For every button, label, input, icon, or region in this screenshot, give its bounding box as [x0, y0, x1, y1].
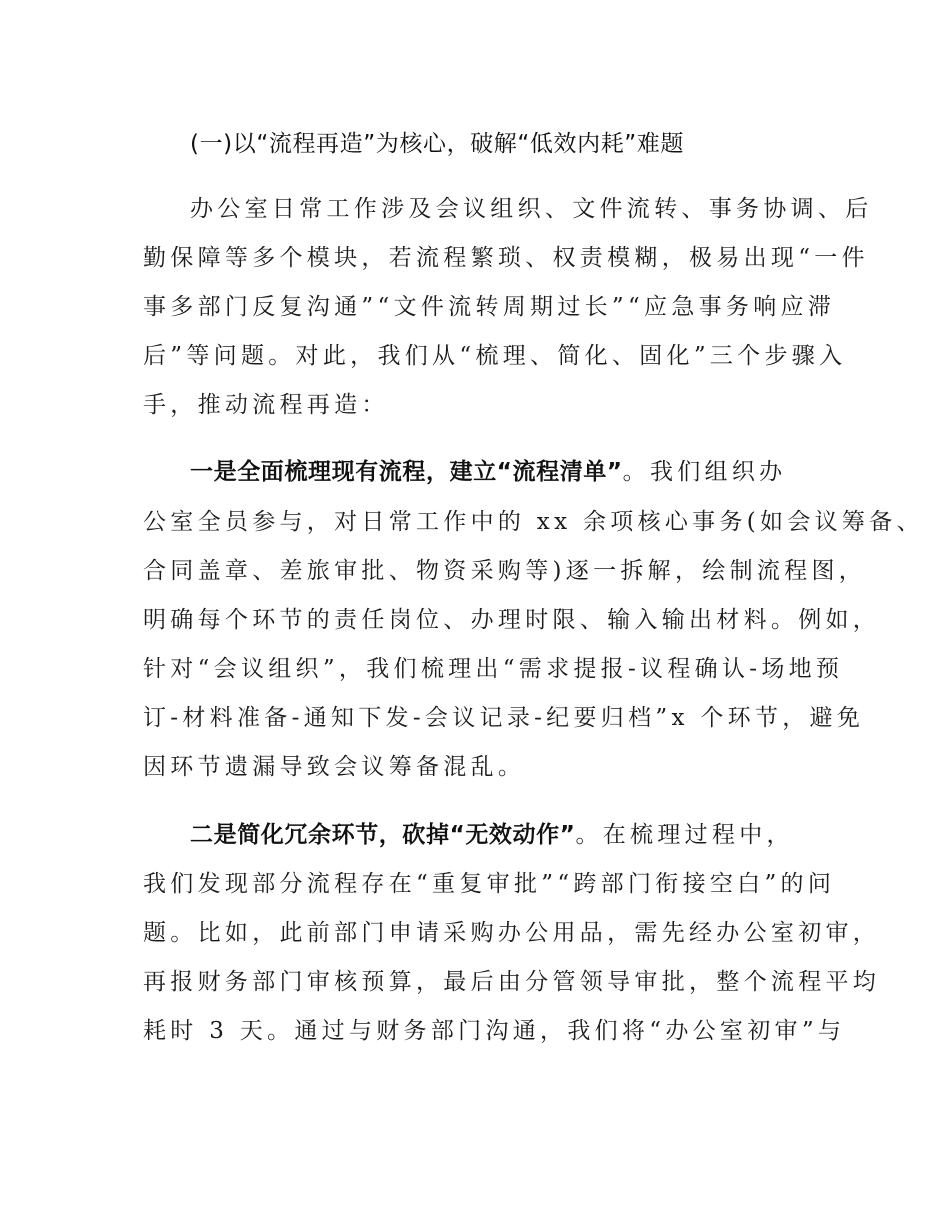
- paragraph-3-line-1: [190, 820, 794, 850]
- paragraph-2-bold-lead: 一是全面梳理现有流程，建立“流程清单”: [190, 459, 623, 485]
- paragraph-1-line-5: 手，推动流程再造：: [143, 392, 389, 418]
- paragraph-3-line-2: 我们发现部分流程存在“重复审批”“跨部门衔接空白”的问: [143, 871, 836, 897]
- paragraph-1-line-2: 勤保障等多个模块，若流程繁琐、权责模糊，极易出现“一件: [143, 245, 869, 271]
- section-heading: (一)以“流程再造”为核心，破解“低效内耗”难题: [190, 131, 685, 157]
- paragraph-3-bold-lead: 二是简化冗余环节，砍掉“无效动作”: [190, 822, 576, 848]
- paragraph-1-line-1: 办公室日常工作涉及会议组织、文件流转、事务协调、后: [190, 196, 873, 222]
- paragraph-3-first-line-rest: 。在梳理过程中，: [575, 822, 794, 848]
- paragraph-2-line-6: 订-材料准备-通知下发-会议记录-纪要归档”x 个环节，避免: [143, 705, 865, 731]
- paragraph-2-line-3: 合同盖章、差旅审批、物资采购等)逐一拆解，绘制流程图，: [143, 558, 867, 584]
- paragraph-2-line-5: 针对“会议组织”，我们梳理出“需求提报-议程确认-场地预: [143, 656, 844, 682]
- paragraph-2-first-line-rest: 。我们组织办: [622, 459, 787, 485]
- paragraph-2-line-2: 公室全员参与，对日常工作中的 xx 余项核心事务(如会议筹备、: [143, 509, 924, 535]
- paragraph-3-line-5: 耗时 3 天。通过与财务部门沟通，我们将“办公室初审”与: [143, 1018, 846, 1044]
- paragraph-3-line-4: 再报财务部门审核预算，最后由分管领导审批，整个流程平均: [143, 969, 881, 995]
- paragraph-2-line-4: 明确每个环节的责任岗位、办理时限、输入输出材料。例如，: [143, 607, 881, 633]
- paragraph-1-line-3: 事多部门反复沟通”“文件流转周期过长”“应急事务响应滞: [143, 294, 836, 320]
- paragraph-2-line-7: 因环节遗漏导致会议筹备混乱。: [143, 754, 526, 780]
- paragraph-3-line-3: 题。比如，此前部门申请采购办公用品，需先经办公室初审，: [143, 920, 881, 946]
- paragraph-1-line-4: 后”等问题。对此，我们从“梳理、简化、固化”三个步骤入: [143, 343, 847, 369]
- paragraph-2-line-1: [190, 457, 786, 487]
